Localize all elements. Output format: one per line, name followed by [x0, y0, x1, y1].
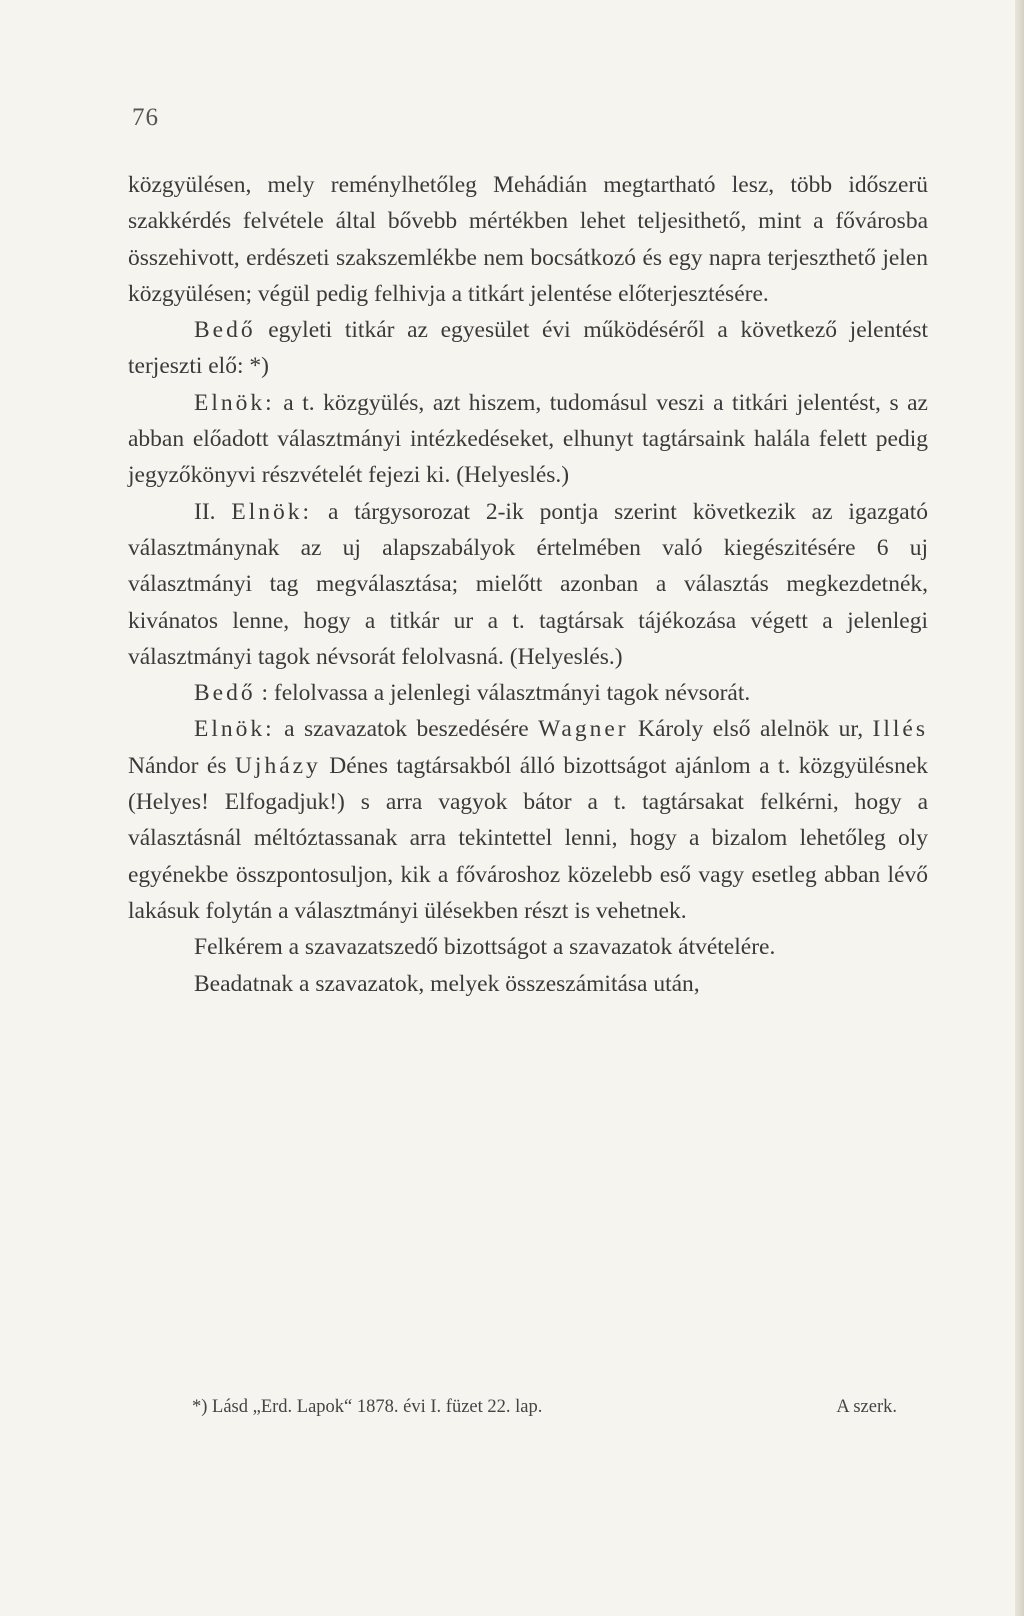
- spaced-name: Bedő: [194, 680, 256, 707]
- paragraph: [128, 711, 928, 929]
- paragraph: [128, 675, 928, 711]
- text-run: egyleti titkár az egyesület évi működéséről a következő jelentést terjeszti elő: *): [128, 317, 928, 380]
- text-run: Beadatnak a szavazatok, melyek összeszámitása után,: [194, 970, 700, 997]
- text-run: Károly első alelnök ur,: [628, 716, 873, 743]
- spaced-name: Elnök:: [231, 498, 313, 525]
- spaced-name: Elnök:: [194, 389, 275, 416]
- text-run: II.: [194, 498, 232, 525]
- spaced-name: Elnök:: [194, 716, 275, 743]
- paragraph: [128, 929, 928, 965]
- spaced-name: Illés: [872, 716, 928, 743]
- paragraph: [128, 494, 928, 675]
- page-edge-shadow: [1015, 0, 1024, 1616]
- paragraph: [128, 167, 928, 312]
- text-run: : felolvassa a jelenlegi választmányi tagok névsorát.: [255, 680, 751, 707]
- paragraph: [128, 385, 928, 494]
- text-run: a szavazatok beszedésére: [274, 716, 539, 743]
- spaced-name: Ujházy: [234, 752, 321, 779]
- body-text: [128, 167, 928, 1002]
- spaced-name: Wagner: [538, 716, 629, 743]
- text-run: Nándor és: [128, 752, 235, 779]
- text-run: a tárgysorozat 2-ik pontja szerint következik az igazgató választmánynak az uj alapszabályok értelmében való kiegészitésére 6 uj választmányi tag megválasztása; mielőtt azonban a választás megkezdetnék, kivánatos lenne, hogy a titkár ur a t. tagtársak tájékozása végett a jelenlegi választmányi tagok névsorát felolvasná. (Helyeslés.): [128, 498, 928, 670]
- paragraph: [128, 312, 928, 385]
- page-number: 76: [132, 104, 159, 131]
- footnote-signature: A szerk.: [836, 1397, 897, 1417]
- text-run: a t. közgyülés, azt hiszem, tudomásul veszi a titkári jelentést, s az abban előadott választmányi intézkedéseket, elhunyt tagtársaink halála felett pedig jegyzőkönyvi részvételét fejezi ki. (Helyeslés.): [128, 389, 928, 489]
- footnote: [192, 1397, 897, 1418]
- text-run: Dénes tagtársakból álló bizottságot ajánlom a t. közgyülésnek (Helyes! Elfogadjuk!) s arra vagyok bátor a t. tagtársakat felkérni, hogy a választásnál méltóztassanak arra tekintettel lenni, hogy a bizalom lehetőleg oly egyénekbe összpontosuljon, kik a fővároshoz közelebb eső vagy esetleg abban lévő lakásuk folytán a választmányi ülésekben részt is vehetnek.: [128, 752, 928, 924]
- text-run: Felkérem a szavazatszedő bizottságot a szavazatok átvételére.: [194, 934, 776, 961]
- text-run: közgyülésen, mely reménylhetőleg Mehádián megtartható lesz, több időszerü szakkérdés felvétele által bővebb mértékben lehet teljesithető, mint a fővárosba összehivott, erdészeti szakszemlékbe nem bocsátkozó és egy napra terjeszthető jelen közgyülésen; végül pedig felhivja a titkárt jelentése előterjesztésére.: [128, 172, 928, 307]
- footnote-text: *) Lásd „Erd. Lapok“ 1878. évi I. füzet 22. lap.: [192, 1397, 543, 1417]
- paragraph: [128, 966, 928, 1002]
- spaced-name: Bedő: [194, 317, 256, 344]
